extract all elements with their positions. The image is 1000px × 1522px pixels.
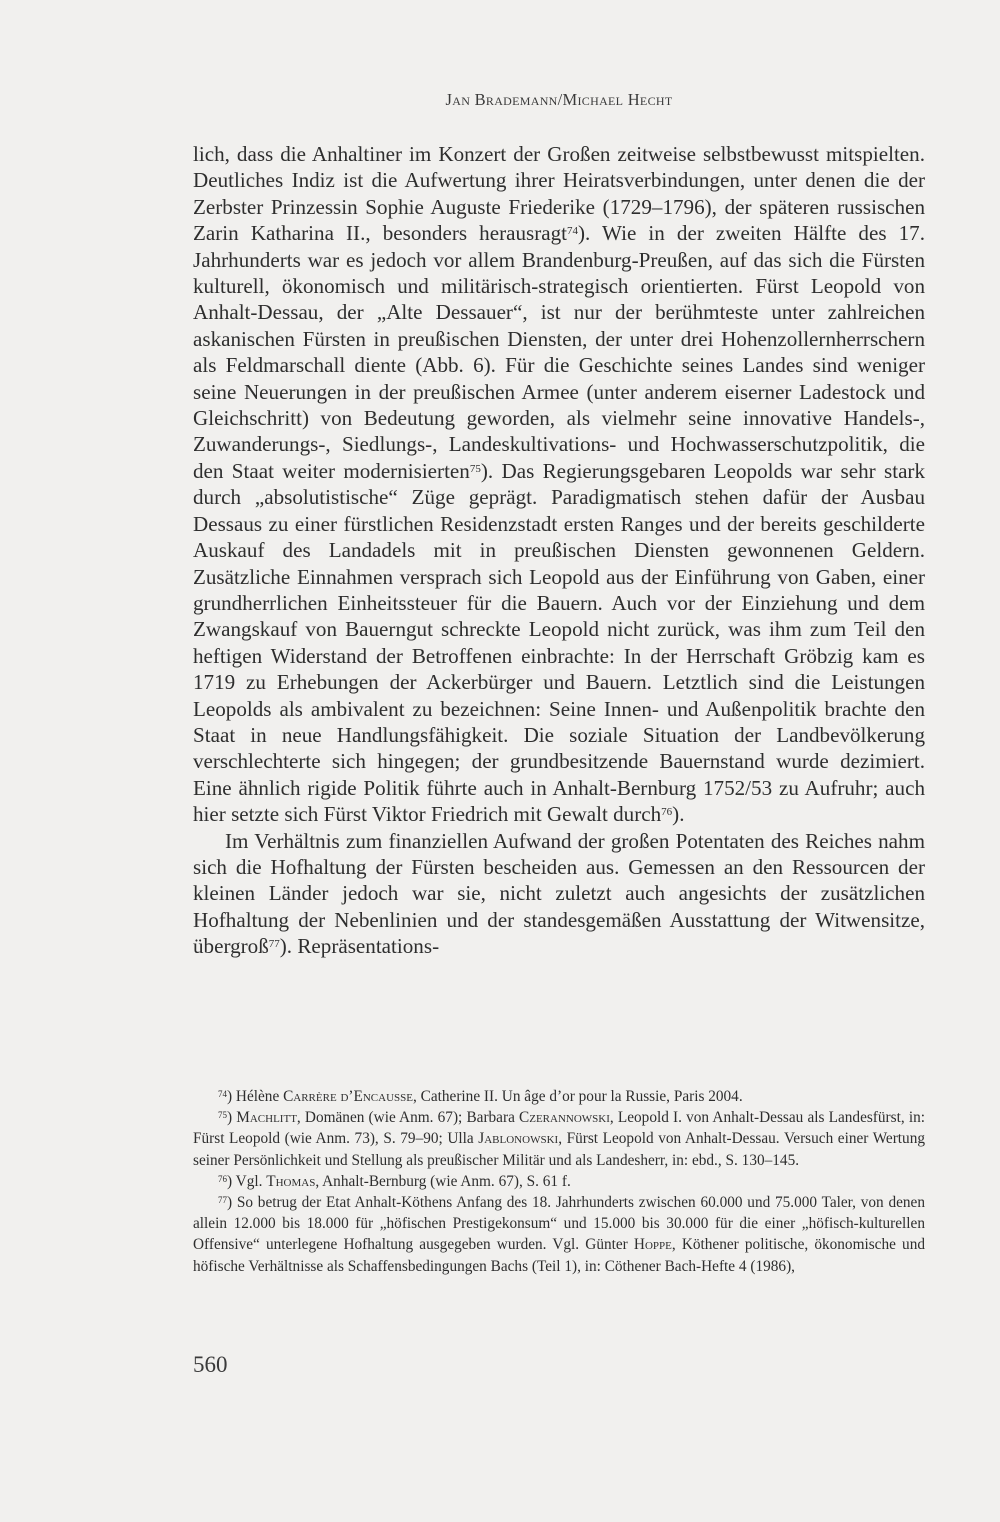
footnote-text: , Domänen (wie Anm. 67); Barbara <box>296 1109 520 1127</box>
footnote-text: , Fürst Leopold von Anhalt-Dessau. Versuch einer Wertung seiner Persönlichkeit und Stellung als preußischer Militär und als Landesherr, in: ebd., S. 130–145. <box>193 1130 925 1169</box>
footnote <box>193 1192 925 1277</box>
footnote-ref[interactable]: 74 <box>567 225 579 238</box>
footnotes <box>193 1086 925 1277</box>
footnote-ref[interactable]: 75 <box>469 462 481 475</box>
paragraph-text: ). Repräsentations- <box>279 934 440 959</box>
paragraph-text: Im Verhältnis zum finanziellen Aufwand der großen Potentaten des Reiches nahm sich die Hofhaltung der Fürsten bescheiden aus. Gemessen an den Ressourcen der kleinen Länder jedoch war sie, nicht zuletzt auch angesichts der zusätzlichen Hofhaltung der Nebenlinien und der standesgemäßen Ausstattung der Witwensitze, übergroß <box>193 828 925 959</box>
footnote-text: , Anhalt-Bernburg (wie Anm. 67), S. 61 f. <box>315 1172 571 1190</box>
footnote <box>193 1107 925 1171</box>
footnote <box>193 1171 925 1192</box>
footnote-number: 77 <box>218 1195 227 1206</box>
paragraph-text: lich, dass die Anhaltiner im Konzert der Großen zeitweise selbstbewusst mitspielten. Deutliches Indiz ist die Aufwertung ihrer Heiratsverbindungen, unter denen die der Zerbster Prinzessin Sophie Auguste Friederike (1729–1796), der späteren russischen Zarin Katharina II., besonders herausragt <box>193 142 925 246</box>
author-name: Czerannowski <box>519 1109 610 1127</box>
footnote-ref[interactable]: 76 <box>661 806 673 819</box>
author-name: Jablonowski <box>478 1130 559 1148</box>
footnote <box>193 1086 925 1107</box>
author-name: Thomas <box>266 1172 316 1190</box>
author-name: Machlitt <box>236 1109 297 1127</box>
page-number: 560 <box>193 1352 228 1377</box>
footnote-number: 75 <box>218 1110 227 1121</box>
main-text <box>193 141 925 960</box>
footnote-ref[interactable]: 77 <box>268 938 280 951</box>
paragraph <box>193 141 925 828</box>
footnote-text: , Köthener politische, ökonomische und höfische Verhältnisse als Schaffensbedingungen Bachs (Teil 1), in: Cöthener Bach-Hefte 4 (1986), <box>193 1236 926 1275</box>
paragraph <box>193 828 925 960</box>
paragraph-text: ). <box>672 802 685 827</box>
paragraph-text: ). Wie in der zweiten Hälfte des 17. Jahrhunderts war es jedoch vor allem Brandenburg-Preußen, auf das sich die Fürsten kulturell, ökonomisch und militärisch-strategisch orientierten. Fürst Leopold von Anhalt-Dessau, der „Alte Dessauer“, ist nur der berühmteste unter zahlreichen askanischen Fürsten in preußischen Diensten, der unter drei Hohenzollernherrschern als Feldmarschall diente (Abb. 6). Für die Geschichte seines Landes sind weniger seine Neuerungen in der preußischen Armee (unter anderem eiserner Ladestock und Gleichschritt) von Bedeutung geworden, als vielmehr seine innovative Handels-, Zuwanderungs-, Siedlungs-, Landeskultivations- und Hochwasserschutzpolitik, die den Staat weiter modernisierten <box>193 221 925 483</box>
footnote-text: ) <box>227 1109 237 1127</box>
footnote-text: ) Hélène <box>227 1088 284 1105</box>
paragraph-text: ). Das Regierungsgebaren Leopolds war sehr stark durch „absolutistische“ Züge geprägt. Paradigmatisch stehen dafür der Ausbau Dessaus zu einer fürstlichen Residenzstadt ersten Ranges und der bereits geschilderte Auskauf des Landadels mit in preußischen Diensten gewonnenen Geldern. Zusätzliche Einnahmen versprach sich Leopold aus der Einführung von Gaben, einer grundherrlichen Einheitssteuer für die Bauern. Auch vor der Einziehung und dem Zwangskauf von Bauerngut schreckte Leopold nicht zurück, was ihm zum Teil den heftigen Widerstand der Betroffenen einbrachte: In der Herrschaft Gröbzig kam es 1719 zu Erhebungen der Ackerbürger und Bauern. Letztlich sind die Leistungen Leopolds als ambivalent zu bezeichnen: Seine Innen- und Außenpolitik brachte den Staat in neue Handlungsfähigkeit. Die soziale Situation der Landbevölkerung verschlechterte sich hingegen; der grundbesitzende Bauernstand wurde dezimiert. Eine ähnlich rigide Politik führte auch in Anhalt-Bernburg 1752/53 zu Aufruhr; auch hier setzte sich Fürst Viktor Friedrich mit Gewalt durch <box>193 458 925 827</box>
author-name: Hoppe <box>633 1236 672 1254</box>
footnote-text: , Catherine II. Un âge d’or pour la Russie, Paris 2004. <box>413 1088 743 1105</box>
footnote-number: 74 <box>218 1089 227 1099</box>
footnote-text: , Leopold I. von Anhalt-Dessau als Landesfürst, in: Fürst Leopold (wie Anm. 73), S. 79–90; Ulla <box>193 1109 925 1148</box>
author-name: Carrère d’Encausse <box>283 1088 413 1105</box>
footnote-text: ) Vgl. <box>227 1172 267 1190</box>
footnote-number: 76 <box>218 1173 227 1184</box>
running-head: Jan Brademann/Michael Hecht <box>445 90 673 109</box>
footnote-text: ) So betrug der Etat Anhalt-Köthens Anfang des 18. Jahrhunderts zwischen 60.000 und 75.000 Taler, von denen allein 12.000 bis 18.000 für „höfischen Prestigekonsum“ und 15.000 bis 30.000 für die einer „höfisch-kulturellen Offensive“ unterlegene Hofhaltung ausgegeben wurden. Vgl. Günter <box>193 1194 925 1254</box>
